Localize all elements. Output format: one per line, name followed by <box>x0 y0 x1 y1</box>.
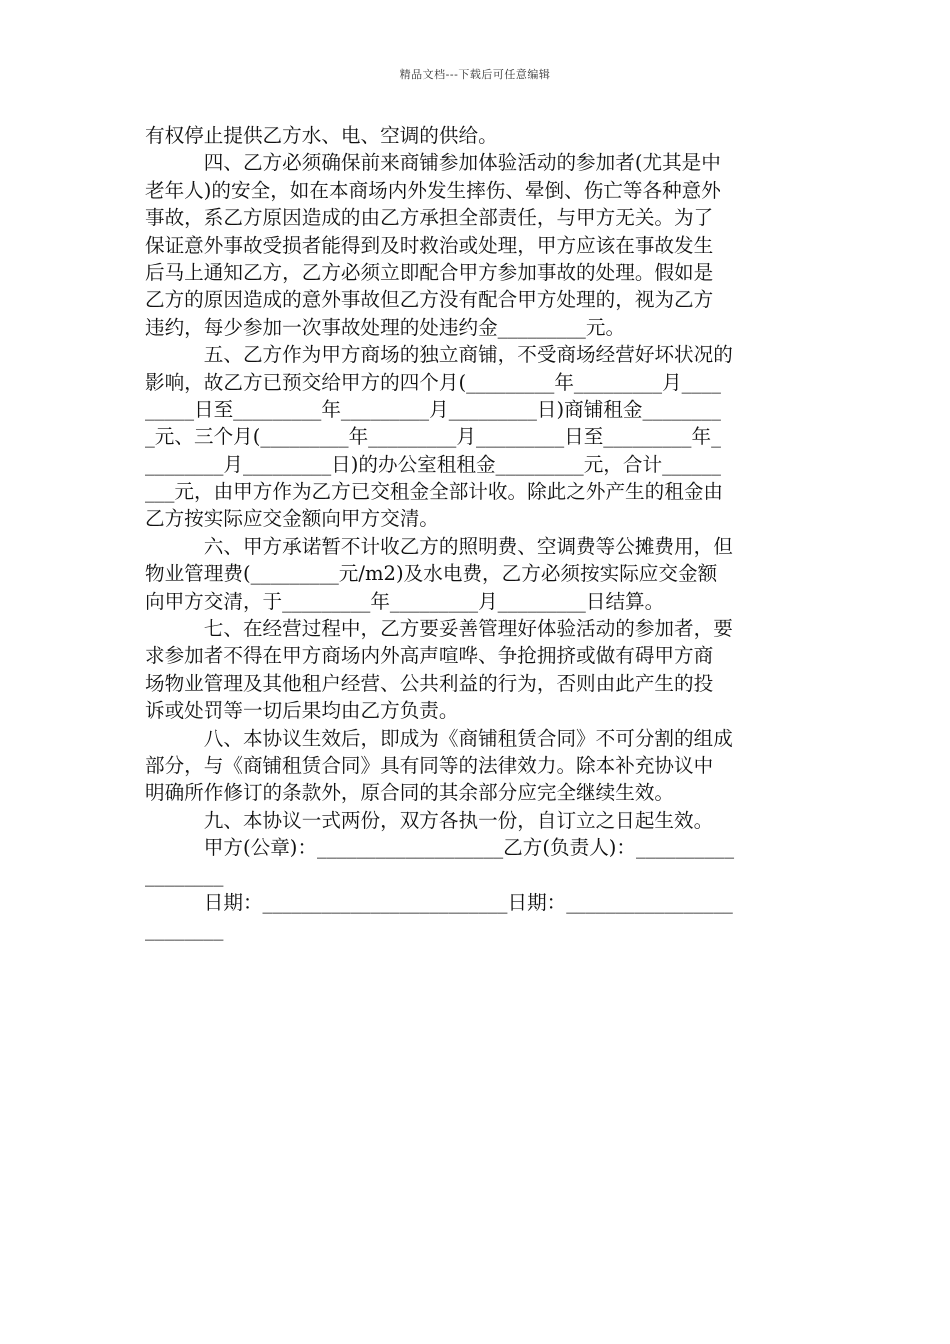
text-line: 八、本协议生效后，即成为《商铺租赁合同》不可分割的组成 <box>145 726 733 750</box>
text-line: 六、甲方承诺暂不计收乙方的照明费、空调费等公摊费用，但 <box>145 534 733 558</box>
text-line: ________ <box>145 863 224 887</box>
text-line: 老年人)的安全，如在本商场内外发生摔伤、晕倒、伤亡等各种意外 <box>145 178 721 202</box>
text-line: ________ <box>145 918 224 942</box>
text-line: 乙方的原因造成的意外事故但乙方没有配合甲方处理的，视为乙方 <box>145 288 714 312</box>
text-line: 场物业管理及其他租户经营、公共利益的行为，否则由此产生的投 <box>145 671 714 695</box>
text-line: 保证意外事故受损者能得到及时救治或处理，甲方应该在事故发生 <box>145 233 714 257</box>
text-line: _____日至_________年_________月_________日)商铺租金________ <box>145 397 721 421</box>
text-line: 后马上通知乙方，乙方必须立即配合甲方参加事故的处理。假如是 <box>145 260 714 284</box>
text-line: 诉或处罚等一切后果均由乙方负责。 <box>145 699 459 723</box>
text-line: 求参加者不得在甲方商场内外高声喧哗、争抢拥挤或做有碍甲方商 <box>145 644 714 668</box>
text-line: 有权停止提供乙方水、电、空调的供给。 <box>145 124 498 147</box>
text-line: 部分，与《商铺租赁合同》具有同等的法律效力。除本补充协议中 <box>145 753 714 777</box>
text-line: 七、在经营过程中，乙方要妥善管理好体验活动的参加者，要 <box>145 617 733 641</box>
text-line: _元、三个月(_________年_________月_________日至_________年_ <box>145 425 721 449</box>
text-line: 明确所作修订的条款外，原合同的其余部分应完全继续生效。 <box>145 781 675 805</box>
text-line: ________月_________日)的办公室租租金_________元，合计______ <box>145 452 721 476</box>
text-line: 事故，系乙方原因造成的由乙方承担全部责任，与甲方无关。为了 <box>145 206 714 230</box>
text-line: 甲方(公章)：___________________乙方(负责人)：__________ <box>145 836 734 860</box>
document-body <box>145 122 807 944</box>
text-line: 五、乙方作为甲方商场的独立商铺，不受商场经营好坏状况的 <box>145 343 733 367</box>
text-line: 影响，故乙方已预交给甲方的四个月(_________年_________月____ <box>145 370 721 394</box>
text-line: 物业管理费(_________元/m2)及水电费，乙方必须按实际应交金额 <box>145 562 718 586</box>
text-line: 日期：_________________________日期：_________________ <box>145 890 733 914</box>
text-line: 九、本协议一式两份，双方各执一份，自订立之日起生效。 <box>145 808 714 832</box>
text-line: 乙方按实际应交金额向甲方交清。 <box>145 507 439 531</box>
text-line: 向甲方交清，于_________年_________月_________日结算。 <box>145 589 665 613</box>
text-line: 四、乙方必须确保前来商铺参加体验活动的参加者(尤其是中 <box>145 151 721 175</box>
text-line: ___元，由甲方作为乙方已交租金全部计收。除此之外产生的租金由 <box>145 480 724 504</box>
page-header: 精品文档---下载后可任意编辑 <box>399 68 551 81</box>
text-line: 违约，每少参加一次事故处理的处违约金_________元。 <box>145 315 626 339</box>
